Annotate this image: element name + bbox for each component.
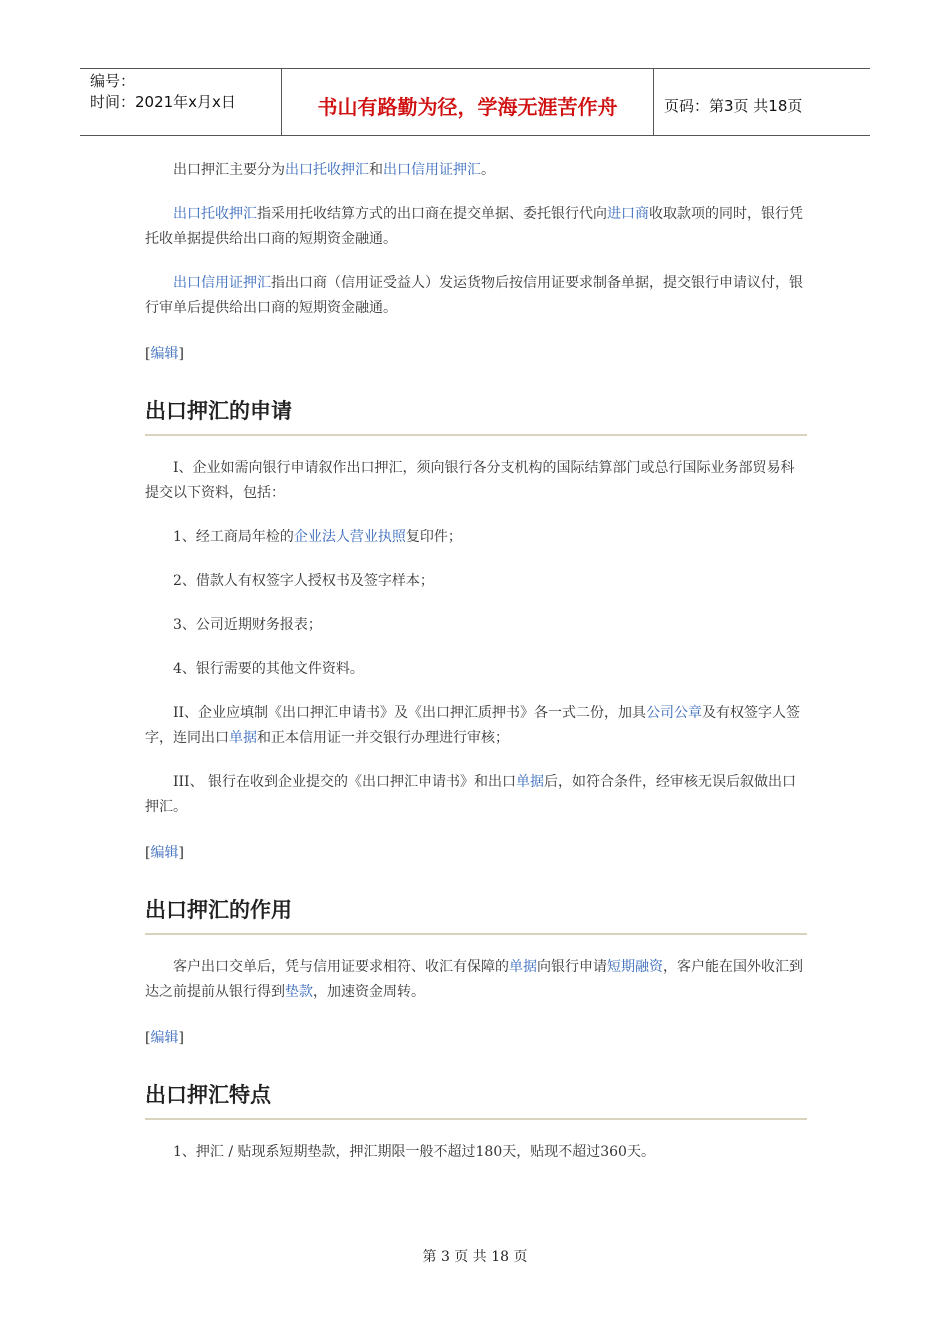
application-item-3: 3、公司近期财务报表； [173, 617, 322, 633]
document-body [145, 156, 807, 1165]
edit-button[interactable]: 编辑 [150, 346, 179, 362]
features-paragraph-1: 1、押汇 / 贴现系短期垫款，押汇期限一般不超过180天，贴现不超过360天。 [173, 1144, 655, 1160]
section-title-application: 出口押汇的申请 [145, 395, 807, 436]
intro-paragraph-1: 出口押汇主要分为出口托收押汇和出口信用证押汇。 [173, 162, 495, 178]
edit-button[interactable]: 编辑 [150, 845, 179, 861]
link-documents[interactable]: 单据 [509, 959, 537, 975]
edit-link-1: [编辑] [145, 346, 184, 362]
application-paragraph-2: II、企业应填制《出口押汇申请书》及《出口押汇质押书》各一式二份，加具公司公章及有权签字人签字，连同出口单据和正本信用证一并交银行办理进行审核； [145, 705, 801, 746]
application-paragraph-1: I、企业如需向银行申请叙作出口押汇，须向银行各分支机构的国际结算部门或总行国际业务部贸易科提交以下资料，包括： [145, 460, 795, 501]
link-export-collection-bill[interactable]: 出口托收押汇 [285, 162, 369, 178]
application-item-2: 2、借款人有权签字人授权书及签字样本； [173, 573, 434, 589]
link-company-seal[interactable]: 公司公章 [646, 705, 703, 721]
intro-paragraph-2: 出口托收押汇指采用托收结算方式的出口商在提交单据、委托银行代向进口商收取款项的同时，银行凭托收单据提供给出口商的短期资金融通。 [145, 206, 803, 247]
link-short-term-financing[interactable]: 短期融资 [607, 959, 663, 975]
link-business-license[interactable]: 企业法人营业执照 [293, 529, 406, 545]
link-export-lc-bill[interactable]: 出口信用证押汇 [173, 275, 271, 291]
link-export-lc-bill[interactable]: 出口信用证押汇 [383, 162, 481, 178]
page-footer: 第 3 页 共 18 页 [422, 1249, 528, 1265]
edit-button[interactable]: 编辑 [150, 1030, 179, 1046]
edit-link-3: [编辑] [145, 1030, 184, 1046]
section-title-function: 出口押汇的作用 [145, 894, 807, 935]
link-documents[interactable]: 单据 [516, 774, 545, 790]
header-meta [80, 69, 281, 135]
link-advance-payment[interactable]: 垫款 [285, 984, 313, 1000]
application-item-4: 4、银行需要的其他文件资料。 [173, 661, 364, 677]
link-documents[interactable]: 单据 [229, 730, 257, 746]
header-number: 编号： [90, 72, 136, 90]
application-item-1: 1、经工商局年检的企业法人营业执照复印件； [173, 529, 462, 545]
application-paragraph-3: III、 银行在收到企业提交的《出口押汇申请书》和出口单据后，如符合条件，经审核无误后叙做出口押汇。 [145, 774, 797, 815]
intro-paragraph-3: 出口信用证押汇指出口商（信用证受益人）发运货物后按信用证要求制备单据，提交银行申请议付，银行审单后提供给出口商的短期资金融通。 [145, 275, 803, 316]
header-page-info: 页码：第3页 共18页 [664, 96, 803, 115]
link-export-collection-bill[interactable]: 出口托收押汇 [173, 206, 257, 222]
section-title-features: 出口押汇特点 [145, 1079, 807, 1120]
header-time: 时间：2021年x月x日 [90, 93, 236, 111]
header-motto: 书山有路勤为径，学海无涯苦作舟 [281, 69, 654, 135]
link-importer[interactable]: 进口商 [607, 206, 649, 222]
edit-link-2: [编辑] [145, 845, 184, 861]
page-header [80, 68, 870, 136]
function-paragraph-1: 客户出口交单后，凭与信用证要求相符、收汇有保障的单据向银行申请短期融资，客户能在国外收汇到达之前提前从银行得到垫款，加速资金周转。 [145, 959, 803, 1000]
